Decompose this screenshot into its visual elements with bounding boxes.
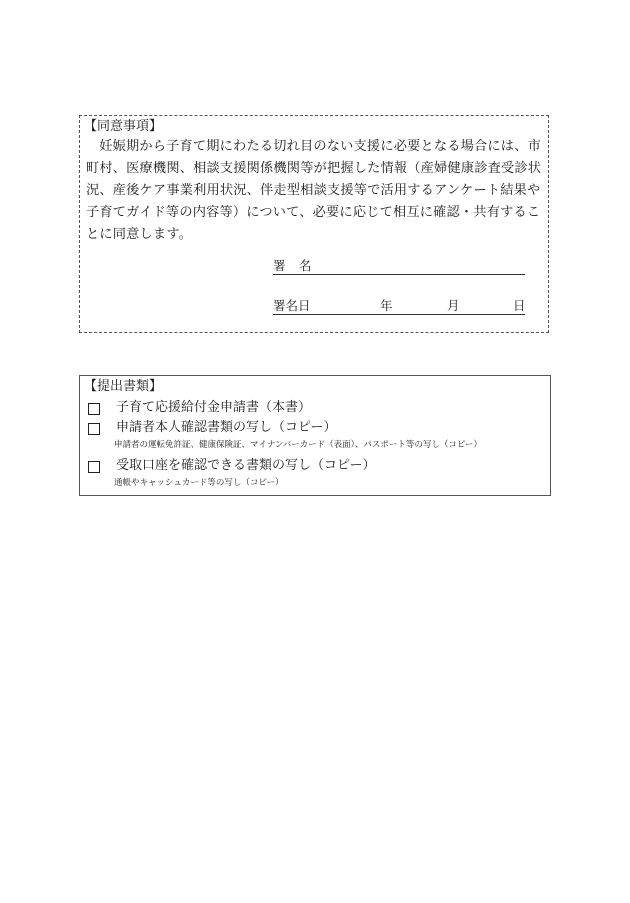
consent-heading: 【同意事項】 [84, 119, 163, 134]
month-label: 月 [447, 298, 460, 313]
document-note: 通帳やキャッシュカード等の写し（コピー） [114, 478, 284, 488]
year-label: 年 [380, 298, 393, 313]
consent-line: 町村、医療機関、相談支援関係機関等が把握した情報（産婦健康診査受診状 [86, 161, 542, 176]
document-checkbox[interactable] [88, 461, 100, 473]
document-label: 申請者本人確認書類の写し（コピー） [116, 420, 337, 435]
consent-line: 況、産後ケア事業利用状況、伴走型相談支援等で活用するアンケート結果や [86, 183, 541, 198]
documents-heading: 【提出書類】 [84, 379, 163, 394]
document-item [86, 418, 544, 438]
signature-date-label: 署名日 [273, 298, 311, 313]
consent-text [86, 136, 542, 246]
consent-section [79, 115, 549, 333]
document-label: 受取口座を確認できる書類の写し（コピー） [116, 458, 376, 473]
document-note: 申請者の運転免許証、健康保険証、マイナンバーカード（表面）、パスポート等の写し（コピー） [114, 440, 483, 450]
document-item [86, 456, 544, 476]
documents-section [79, 375, 551, 496]
document-checkbox[interactable] [88, 403, 100, 415]
document-item [86, 398, 544, 418]
day-label: 日 [513, 298, 526, 313]
signature-date-field[interactable] [273, 298, 525, 315]
consent-line: とに同意します。 [86, 227, 193, 242]
signature-field[interactable] [273, 258, 525, 275]
document-label: 子育て応援給付金申請書（本書） [116, 400, 312, 415]
signature-label-2: 名 [299, 258, 312, 273]
document-checkbox[interactable] [88, 423, 100, 435]
consent-line: 子育てガイド等の内容等）について、必要に応じて相互に確認・共有するこ [86, 205, 541, 220]
consent-line: 妊娠期から子育て期にわたる切れ目のない支援に必要となる場合には、市 [99, 139, 541, 154]
signature-label-1: 署 [273, 258, 286, 273]
